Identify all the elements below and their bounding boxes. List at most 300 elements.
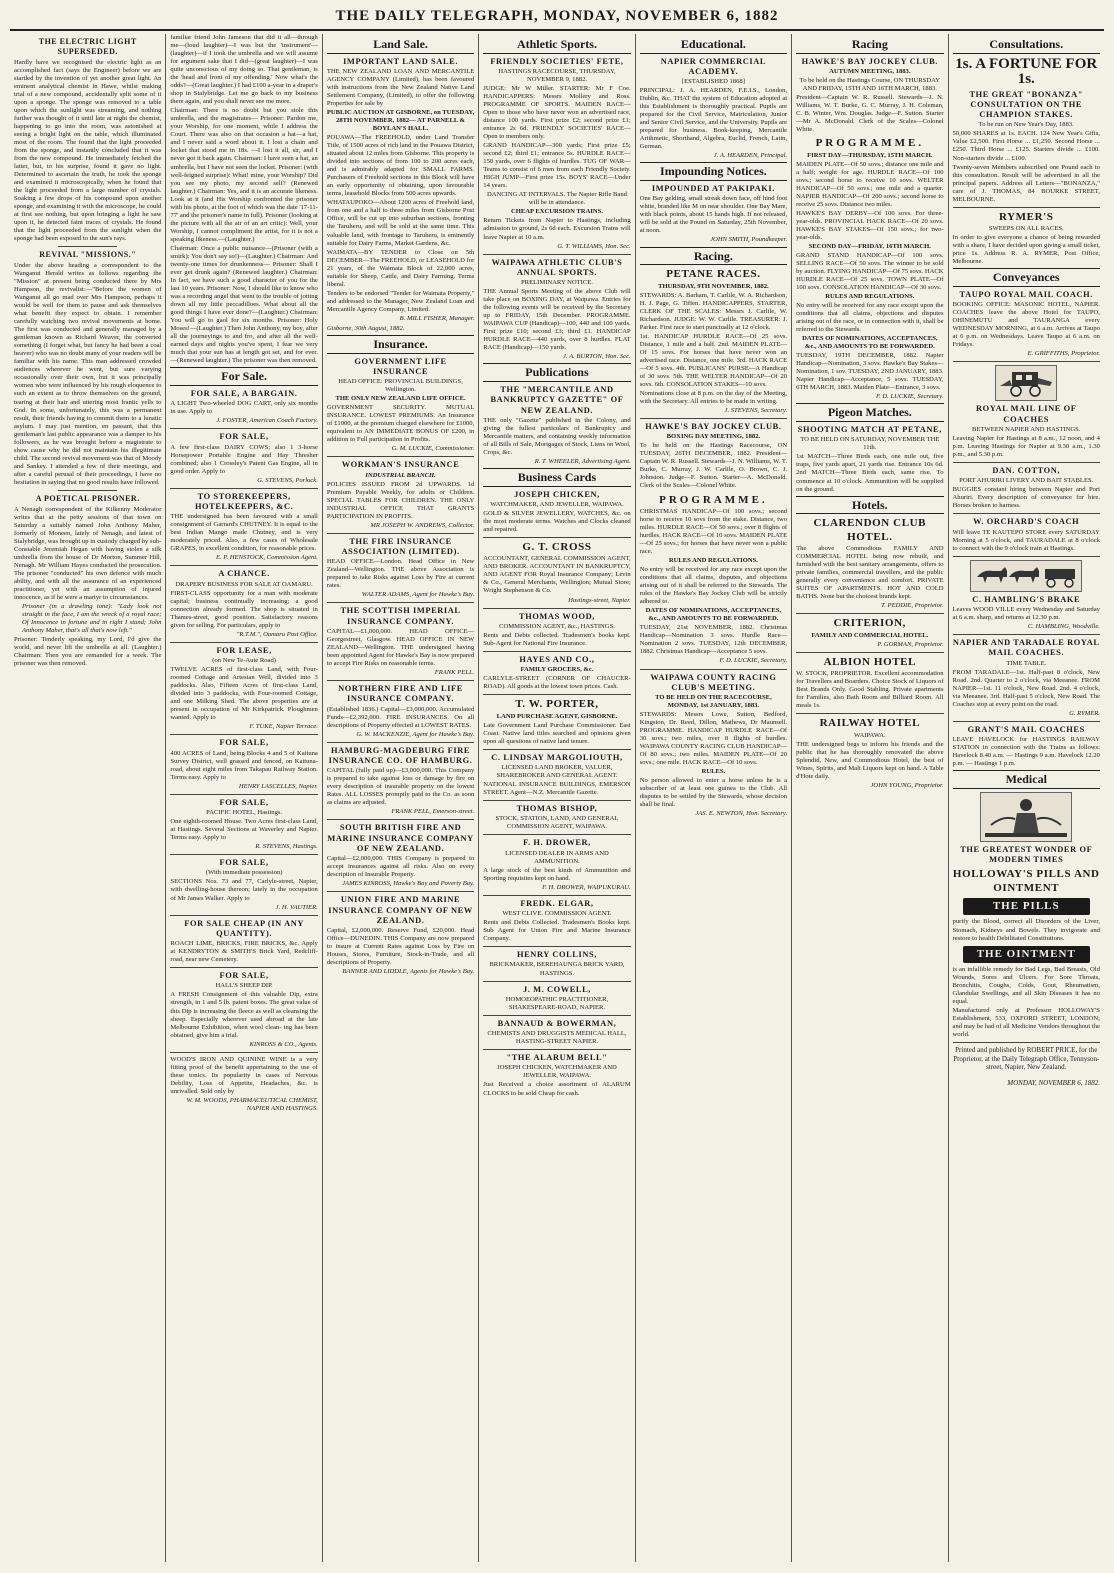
ad-title: ROYAL MAIL LINE OF COACHES [975,404,1077,424]
ad-title: FOR SALE, [219,797,269,807]
ad-signature: W. M. WOODS, PHARMACEUTICAL CHEMIST, NAPIER AND HASTINGS. [186,1096,318,1112]
ad-subtitle: AUTUMN MEETING, 1883. [829,67,911,75]
ad-subtitle: WATCHMAKER, AND JEWELLER, WAIPAWA. [490,500,624,508]
article-body: Prisoner: Tenderly speaking, my Lord, I'd give the world, and never lift the umbrella at all. (Laughter.) Chairman: Then you are remanded for a week. The prisoner was then removed. [14,636,162,668]
divider [327,891,474,892]
ad-body: WAIMATA—BY TENDER to Close on 5th DECEMBER—The FREEHOLD, or LEASEHOLD for 21 years, of the Waimata Block of 22,000 acres, suitable for Sheep, Cattle, and Dairy Farming. Terms liberal. [326,248,475,288]
divider [327,602,474,603]
ad-title: WORKMAN'S INSURANCE [341,460,460,470]
ad-signature: J. A. BURTON, Hon. Sec. [562,353,631,361]
ad-title: GOVERNMENT LIFE INSURANCE [354,356,447,376]
ad-title: C. LINDSAY MARGOLIOUTH, [491,752,623,762]
ad-body: Twenty-seven Members subscribed one Pound each to this consultation. Result will be advertised in all the principal papers. Address all Letters—"BONANZA," care of J. THOMAS, 84 BOURKE STREET, MELBOURNE. [952,163,1100,203]
ad-subtitle: BOXING DAY MEETING, 1882. [666,433,761,441]
ad-title: C. HAMBLING'S BRAKE [972,594,1081,604]
ad-body: Nominations close at 8 p.m. on the day of the Meeting, with the Secretary. All entries to be made in writing. [639,389,788,405]
section-heading-pigeon-matches: Pigeon Matches. [796,403,943,422]
divider [483,254,630,255]
ad-title: HAYES AND CO., [519,654,595,664]
ad-signature: F. TUKE, Napier Terrace. [249,723,318,731]
ad-title: NAPIER COMMERCIAL ACADEMY. [660,56,767,76]
ad-body: FIRST-CLASS opportunity for a man with moderate capital; business continually increasing; a good connection already formed. The shop is situated in Thames-street, good position. Satisfactory reasons given for selling. For particulars, apply to [170,589,318,629]
ad-body: No entry will be received for any race except upon the conditions that all claims, objections and disputes arising out of the race, or in connection with it, shall be referred to the Stewards. [796,302,944,334]
ad-title: SOUTH BRITISH FIRE AND MARINE INSURANCE COMPANY OF NEW ZEALAND. [327,823,474,853]
ad-body: 400 ACRES of Land, being Blocks 4 and 5 of Kaituna Survey District, well grassed and fenced, on Kaituna-road, about eight miles from Takapau Railway Station. Terms easy. Apply to [170,749,318,781]
ad-title: FRIENDLY SOCIETIES' FETE, [490,56,624,66]
ad-title: THE FIRE INSURANCE ASSOCIATION (LIMITED). [341,536,460,556]
ad-subtitle: RULES AND REGULATIONS. [825,293,915,301]
ad-title: FREDK. ELGAR, [520,898,594,908]
section-heading-conveyances: Conveyances [953,268,1100,287]
ad-body: GRAND STAND HANDICAP—Of 100 sovs. SELLING RACE—Of 50 sovs. The winner to be sold by auction. FLYING HANDICAP—Of 75 sovs. HACK HURDLE RACE—Of 25 sovs. TOWN PLATE—Of 100 sovs. CONSOLATION HANDICAP—Of 30 sovs. [796,251,944,292]
ad-body: ACCOUNTANT, GENERAL COMMISSION AGENT, AND BROKER. ACCOUNTANT IN BANKRUPTCY, AND AGENT FOR Royal Insurance Company; Levin & Co., General Merchants, Wellington; Mutual Store; Wright Stephenson & Co. [483,555,631,595]
ad-title: THE GREATEST WONDER OF MODERN TIMES [960,844,1093,864]
divider [796,713,943,714]
divider [483,946,630,947]
section-heading-athletic-sports: Athletic Sports. [483,36,630,54]
ad-title: BANNAUD & BOWERMAN, [497,1018,617,1028]
divider [640,418,787,419]
ad-body: HEAD OFFICE—London. Head Office in New Zealand—Wellington. THE above Association is prepared to take Risks against Loss by Fire at current rates. [326,558,475,590]
ad-body: LEAVE HAVELOCK for HASTINGS RAILWAY STATION in connection with the Trains as follows: Havelock 8.40 a.m. — Hastings 9 a.m. Havelock 12.20 p.m. — Hastings 1 p.m. [952,736,1100,768]
ad-subtitle: COMMISSION AGENT, &c., HASTINGS. [499,622,615,630]
ad-body: Leaving Napier for Hastings at 8 a.m., 12 noon, and 4 p.m. Leaving Hastings for Napier at 9.30 a.m., 1.30 p.m., and 5.30 p.m. [952,434,1100,458]
ad-subtitle: PORT AHURIRI LIVERY AND BAIT STABLES. [959,477,1094,485]
ad-title: DAN. COTTON, [992,465,1061,475]
ad-signature: BANNER AND LIDDLE, Agents for Hawke's Bay. [342,968,475,976]
ad-body: CAPITAL—£1,000,000. HEAD OFFICE—Georgestreet, Glasgow. HEAD OFFICE IN NEW ZEALAND—Wellington. THE undersigned having been appointed Agent for Hawke's Bay is now prepared to accept Fire Risks on reasonable terms. [326,627,475,668]
ad-subtitle: STOCK, STATION, LAND, AND GENERAL COMMISSION AGENT, WAIPAWA. [495,815,619,831]
ad-title: TAUPO ROYAL MAIL COACH. [959,289,1093,299]
ad-body: 1st MATCH—Three Birds each, one mile out, five traps, five yards apart, 21 yards rise. Entrance 10s 6d. 2nd MATCH—Three Birds each, same rise. To commence at 10 o'clock. Ammunition will be supplied on the ground. [796,453,944,493]
ad-subtitle: DATES OF NOMINATIONS, ACCEPTANCES, &c., AND AMOUNTS TO BE FORWARDED. [802,335,938,351]
section-heading-hotels: Hotels. [796,496,943,515]
ad-title: WAIPAWA COUNTY RACING CLUB'S MEETING. [650,672,777,692]
column-4 [479,34,635,1562]
ad-signature: E. P. HENSTOCK, Commission Agent. [215,554,318,562]
ad-title: FOR SALE, [219,738,269,748]
ad-subtitle: THE ONLY NEW ZEALAND LIFE OFFICE. [335,395,466,403]
divider [483,537,630,538]
ad-body: WOOD'S IRON AND QUININE WINE is a very fitting proof of the benefit appertaining to the use of these tonics. Its popularity in cases of Nervous Debility, Loss of Appetite, Headaches, &c. is unrivalled. Sold only by [170,1055,318,1095]
ad-body: THE undersigned has been favoured with a small consignment of Garrard's CHUTNEY. It is equal to the best Indian Mango made Chutney, and is very moderately priced. Also, a few cases of Wholesale GRAPES, in excellent condition, for reasonable prices. [170,513,318,553]
divider [170,565,317,566]
ad-subtitle: PRELIMINARY NOTICE. [521,279,593,287]
ad-body: SECTIONS Nos. 73 and 77, Carlyle-street, Napier, with dwelling-house thereon; lately in the occupation of Mr James Walker. Apply to [170,878,318,902]
printer-imprint: Printed and published by ROBERT PRICE, for the Proprietor, at the Daily Telegraph Office, Tennyson-street, Napier, New Zealand. [953,1046,1100,1072]
ad-title: PETANE RACES. [666,268,761,281]
ad-title: NAPIER AND TARADALE ROYAL MAIL COACHES. [952,638,1100,658]
divider [327,456,474,457]
ad-body: A LIGHT Two-wheeled DOG CART, only six months in use. Apply to [170,400,318,416]
ad-signature: R. T. WHEELER, Advertising Agent. [534,457,631,465]
divider [796,652,943,653]
ad-title: T. W. PORTER, [515,698,599,711]
divider [170,915,317,916]
ad-body: A few first-class DAIRY COWS; also 1 3-horse Horsepower Portable Engine and Hay Thresher combined; also 1 Crossley's Patent Gas Engine, all in good order. Apply to [170,443,318,475]
ad-subtitle: PACIFIC HOTEL, Hastings. [206,809,283,816]
ad-signature: J. A. HEARDEN, Principal. [713,152,788,160]
ad-body: Return Tickets from Napier to Hastings, including admission to ground, 2s 6d each. Excursion Trains will leave Napier at 10 a.m. [483,217,631,241]
ad-title: W. ORCHARD'S COACH [973,517,1080,527]
ad-body: Will leave TE KAUTEPO STORE every SATURDAY Morning at 5 o'clock, and TAURADALE at 8 o'clock to connect with the 9 o'clock train at Hastings. [952,528,1100,552]
ad-signature: WALTER ADAMS, Agent for Hawke's Bay. [361,591,475,599]
ad-signature: G. T. WILLIAMS, Hon. Sec. [557,242,631,250]
article-verse: Prisoner (in a drawling tone): "Lady look not straight in the face, I am the wreck of a royal race; Of Innocence in fortune and in right I stand; John Anthony Maher, that's all that's now left." [22,602,162,635]
divider [483,694,630,695]
ad-subtitle: THURSDAY, 9TH NOVEMBER, 1882. [658,282,769,290]
divider [58,246,117,247]
ad-title: THOMAS WOOD, [519,611,595,621]
divider [953,207,1100,208]
ad-body: POLICIES ISSUED FROM 2d UPWARDS. 1d Premium Payable Weekly, for adults or Children. SPECIAL TABLES FOR CHILDREN. THE ONLY INDUSTRIAL OFFICE THAT GRANTS PARTICIPATION IN PROFITS. [326,480,475,520]
ad-subtitle: CHEMISTS AND DRUGGISTS MEDICAL HALL, HASTING-STREET NAPIER. [487,1030,627,1046]
divider [170,854,317,855]
divider [953,721,1100,722]
ad-body: Manufactured only at Professor HOLLOWAY'S Establishment, 533, OXFORD STREET, LONDON; and may be had of all Medicine Vendors throughout the world. [952,1007,1100,1039]
ad-body: 50,000 SHARES at 1s. EACH. 124 New Year's Gifts, Value £2,500. First Horse ... £1,250. Second Horse ... £250. Third Horse ... £125. Starters divide ... £100. Non-starters divide ... £100. [952,130,1100,162]
article-title: REVIVAL "MISSIONS." [39,250,137,260]
column-2 [166,34,322,1562]
ad-signature: E. GRIFFITHS, Proprietor. [1027,350,1100,358]
ad-subtitle: DRAPERY BUSINESS FOR SALE AT OAMARU. [175,580,313,588]
ad-body: GOVERNMENT SECURITY. MUTUAL INSURANCE. LOWEST PREMIUMS. An Insurance of £1000, at the premium charged elsewhere for £1000, equivalent to AN IMMEDIATE BONUS OF £200, in addition to Full participation in Profits. [326,404,475,444]
ad-body: No entry will be received for any race except upon the conditions that all claims, disputes, and objections arising out of it shall be referred to the Stewards. The rules of the Hawke's Bay Jockey Club will be strictly adhered to. [639,566,788,606]
programme-heading: PROGRAMME. [659,493,768,506]
ad-body: One Bay gelding, small streak down face, off hind foot white, branded like M on near shoulder. One Bay Mare, with black points, about 15 hands high. If not released, will be sold at the Pound on Saturday, 25th November, at noon. [639,195,788,235]
ad-signature: JAS. E. NEWTON, Hon. Secretary. [695,810,788,818]
ad-body: STEWARDS: Messrs Lowe, Sutton, Bedford, Kingston, Dr. Reed, Dillon, Mathews, Dr Maunsell. PROGRAMME. HANDICAP HURDLE RACE—Of 30 sovs.; two miles, over 8 flights of hurdles. WAIPAWA COUNTY RACING CLUB HANDICAP—Of 80 sovs.; two miles. MAIDEN PLATE—Of 20 sovs.; one mile. HACK RACE—Of 10 sovs. [639,711,788,767]
ad-body: (Established 1836.) Capital—£3,000,000. Accumulated Funds—£2,392,000. FIRE INSURANCES. On all descriptions of Property effected at LOWEST RATES. [326,705,475,729]
ad-subtitle: FIRST DAY—THURSDAY, 15TH MARCH. [807,151,933,159]
article-body: familiar friend John Jameson that did it all—through me—(loud laughter)—I was but the 'instrument'—(laughter)—if I took the umbrella and we will assume for argument sake that I did—(great laughter)—I was quite unconscious of my doing so. That gentleman, is the 'head and front of my offending.' Now what's the odds?—(Great laughter.) I had £100 a-year in a draper's shop in Stalybridge. Let me go back to my business there again, and you shall never see me more. [170,34,318,106]
ad-title: THE "MERCANTILE AND BANKRUPTCY GAZETTE" OF NEW ZEALAND. [490,385,624,415]
article-title: A POETICAL PRISONER. [35,493,140,503]
ad-signature: MR JOSEPH W. ANDREWS, Collector. [370,521,475,529]
programme-heading: PROGRAMME. [815,137,925,150]
ad-title: "THE ALARUM BELL" [506,1053,608,1063]
ad-title: CRITERION, [833,617,906,630]
divider [483,651,630,652]
divider [953,361,1100,362]
ad-body: Leaves WOOD VILLE every Wednesday and Saturday at 6 a.m. sharp, and returns at 12.30 p.m. [952,605,1100,621]
ad-title: THOMAS BISHOP, [516,804,598,814]
ad-body: FROM TARADALE—1st. Half-past 8 o'clock, New Road. 2nd. Quarter to 2 o'clock, via Meeanee. FROM NAPIER—1st. 11 o'clock, New Road. 2nd. 4 o'clock, via Meeanee. 3rd. Half-past 5 o'clock, New Road. The Coaches stop at every point on the road. [952,668,1100,708]
article-body: Under the above heading a correspondent to the Wanganui Herald writes as follows regarding the "Mission" at present being conducted there by Mrs Hampson, the revivalist:—"Before the women of Wanganui all go mad over Mrs Hampson, perhaps it would be well for them to pause and ask themselves what benefit they expect to obtain. I remember carefully watching two revival movements at home. The first was conducted and generally managed by a gentleman known as Richard Weaver, the converted something (I forget what, but fancy he had been a coal heaver) who was no doubt many of your readers will be familiar with his name. This man addressed crowded audiences wherever he went, but sure varying occasionally over their own, but it was principally women who were influenced by his rough eloquence to such an extent as to throw themselves on the ground, tearing at their hair and uttering most frantic yells to God. In some, unfortunately, this was a permanent result, their friends having to commit them to a lunatic asylum. I may just mention, en passant, that this gentleman's last public appearance was a damper to his followers, as he was brought before a magistrate to show cause why he did not maintain his illegitimate child. The second revival movement was that of Moody and Sankey. I attended a few of their meetings, and after a careful perusal of their proceedings, I have no hesitation in saying that no good results have followed. [14,261,162,486]
column-5 [636,34,792,1562]
divider [483,608,630,609]
ad-body: TUESDAY, 19TH DECEMBER, 1882. Napier Handicap—Nomination, 3 sovs. Hawke's Bay Stakes—Nomination, 1 sov. TUESDAY, 2ND JANUARY, 1883. Napier Handicap—Acceptance, 5 sovs. TUESDAY, 6TH MARCH, 1883. Maiden Plate—Entrance, 3 sovs. [796,352,944,392]
ad-body: Capital, £2,000,000. Reserve Fund, £20,000. Head Office—DUNEDIN. THIS Company are now prepared to insure at Current Rates against Loss by Fire on Houses, Stores, Furniture, Stock-in-Trade, and all descriptions of Property. [326,927,475,967]
ad-signature: Hastings-street, Napier. [568,596,631,604]
divider [483,800,630,801]
ad-body: POUAWA—The FREEHOLD, under Land Transfer Title, of 1500 acres of rich land in the Pouawa District, situated about 12 miles from Gisborne. This property is divided into sections of from 100 to 200 acres each, and is admirably adapted for SMALL FARMS. Purchasers of Freehold sections in this Block will have an early opportunity of obtaining, upon favourable terms, leasehold Blocks from 500 acres upwards. [326,134,475,198]
section-heading-racing: Racing [796,36,943,54]
ad-title: HAWKE'S BAY JOCKEY CLUB. [801,56,938,66]
ad-subtitle: LAND PURCHASE AGENT, GISBORNE. [496,712,618,720]
ad-date: Gisborne, 30th August, 1882. [326,324,405,332]
ad-title: WAIPAWA ATHLETIC CLUB'S ANNUAL SPORTS. [491,257,623,277]
divider [953,634,1100,635]
divider [796,613,943,614]
ad-signature: JAMES KINROSS, Hawke's Bay and Poverty Bay. [342,880,475,888]
ad-body: MAIDEN PLATE—Of 50 sovs.; distance one mile and a half; weight for age. HURDLE RACE—Of 100 sovs.; second horse to receive 10 sovs. WELTER HANDICAP—Of 50 sovs.; one mile and a quarter. NAPIER HANDICAP—Of 200 sovs.; second horse to receive 25 sovs. Distance two miles. [796,160,944,208]
divider [483,981,630,982]
ad-signature: JOHN YOUNG, Proprietor. [870,781,944,789]
ad-body: ROACH LIME, BRICKS, FIRE BRICKS, &c. Apply at KENDRYTON & SMITH'S Brick Yard, Redcliff-road, near new Cemetery. [170,940,318,964]
ad-signature: "R.T.M.", Oamaru Post Office. [236,630,318,638]
ad-subtitle: FAMILY AND COMMERCIAL HOTEL. [811,631,929,639]
ad-subtitle: TIME TABLE. [1006,659,1047,667]
ad-title: ALBION HOTEL [823,655,917,668]
section-heading-for-sale: For Sale. [170,367,317,386]
ad-body: 1st. HANDICAP HURDLE RACE—Of 25 sovs. Distance, 1 mile and a half. 2nd. MAIDEN PLATE—Of 15 sovs. For horses that have never won an advertised race. Distance, one mile. 3rd. HACK RACE—Of 5 sovs. 4th. PUBLICANS' PURSE—A Handicap of 30 sovs. 5th. THE WELTER HANDICAP—Of 20 sovs. 6th. CONSOLATION STAKES—10 sovs. [639,332,788,388]
article-body: Chairman: There is no doubt but you stole this umbrella, and the magistrates— Prisoner: Pardon me, your Worship, for one moment, while I address the Court. There was also on that occasion a hat—a hat, and I never said a word about it. I lost a chain and locket that stood me in 18s. —I lost it all, sir, and I never got it back again. Chairman: I have seen a hat, an umbrella, but I have not seen the locket. Prisoner: (with well-feigned surprise): What! mine, your Worship? Did you see my photo, my second self? (Renewed laughter.) Chairman: Yes, and it is an accurate likeness. Look at it (and His Worship confronted the prisoner with his photo, at the foot of which was the date '17-11-77' and the prisoner's name in full). Prisoner (looking at the picture with all the air of an art critic): Well, your Worship, I cannot compliment the artist, for it is not a speaking likeness.—(Laughter.) [170,107,318,243]
ad-subtitle: HEAD OFFICE: PROVINCIAL BUILDINGS, Wellington. [338,378,463,394]
ad-body: PRINCIPAL: J. A. HEARDEN, F.E.I.S., London, Dublin, &c. THAT the system of Education adopted at this Establishment is thoroughly practical. Pupils are prepared for the Civil Service, Matriculation, Junior and Senior Civil Service, and the University. Pupils are prepared for business. Book-keeping, Mercantile Arithmetic, Shorthand, Algebra, Euclid, French, Latin, German. [639,87,788,151]
ad-body: President—Captain W. R. Russell. Stewards—J. N. Williams, W. T. Burke, G. C. Murray, J. H. Coleman, C. B. Winter, Wm. Douglas. Judge—F. Sutton. Starter—Mr A. McDonald. Clerk of the Scales—Colonel White. [796,93,944,134]
ad-title: J. M. COWELL, [522,984,591,994]
ad-title: RAILWAY HOTEL [819,717,921,730]
ad-body: BUGGIES constant hiring between Napier and Port Ahuriri. Every description of conveyance for hire. Horses broken to harness. [952,486,1100,510]
ad-title: RYMER'S [998,210,1054,223]
ad-subtitle: DATES OF NOMINATIONS, ACCEPTANCES, &c., AND AMOUNTS TO BE FORWARDED. [645,607,782,623]
ad-subtitle: (on New Te-Aute Road) [212,657,276,665]
ad-body: purify the Blood, correct all Disorders of the Liver, Stomach, Kidneys and Bowels. They invigorate and restore to health Debilitated Constitutions. [952,918,1100,942]
article-title: THE ELECTRIC LIGHT SUPERSEDED. [38,37,137,56]
ad-subtitle: HALL'S SHEEP DIP. [215,982,273,990]
ad-signature: J. H. VAUTIER. [275,903,318,911]
ad-title: SHOOTING MATCH AT PETANE, [797,425,942,435]
divider [327,742,474,743]
section-heading-business-cards: Business Cards [483,468,630,487]
ad-body: One eighth-roomed House. Two Acres first-class Land, at Hastings. Several Sections at Waverley and Napier. Terms easy. Apply to [170,818,318,842]
ad-body: Tenders to be endorsed "Tender for Waimata Property," and addressed to the Manager, New Zealand Loan and Mercantile Agency Company, Limited. [326,289,475,313]
divider [483,749,630,750]
ad-subtitle: DANCING AT INTERVALS. The Napier Rifle Band will be in attendance. [487,191,627,207]
ointment-banner: THE OINTMENT [963,946,1090,963]
ad-title: FOR LEASE, [216,645,272,655]
ad-signature: R. STEVENS, Hastings. [255,843,318,851]
coach-icon [998,368,1054,398]
ad-title: FOR SALE, A BARGAIN. [190,388,298,398]
ad-subtitle: WEST CLIVE. COMMISSION AGENT. [502,910,612,918]
ad-subtitle: INDUSTRIAL BRANCH. [365,471,436,479]
ad-title: HAWKE'S BAY JOCKEY CLUB. [645,422,782,432]
section-heading-consultations: Consultations. [953,36,1100,54]
ad-subtitle: HASTINGS RACECOURSE, THURSDAY, NOVEMBER 9, 1882. [498,67,616,83]
ad-title: A CHANCE. [218,569,270,579]
divider [953,1042,1100,1043]
divider [327,533,474,534]
ad-body: WHATAUPOKO—About 1200 acres of Freehold land, from one and a half to three miles from Gisborne Post Office, will be cut up into suburban sections, fronting the Taruheru, and will be sold at the same time. This valuable land, with frontage to Taruheru, is eminently suitable for Dairy Farms, Market Gardens, &c. [326,199,475,247]
ad-subtitle: WAIPAWA. [853,731,886,739]
ad-body: TUESDAY, 21st NOVEMBER, 1882. Christmas Handicap—Nomination 3 sovs. Hurdle Race—Nomination 2 sovs. TUESDAY, 12th DECEMBER, 1882. Christmas Handicap—Acceptance 5 sovs. [639,624,788,656]
ad-title: HOLLOWAY'S PILLS AND OINTMENT [952,868,1100,894]
section-heading-educational: Educational. [640,36,787,54]
article-body: Chairman: Once a public nuisance—(Prisoner (with a smirk): You don't say so!)—(Laughter.) Chairman: And twenty-one times for drunkenness— Prisoner: Shall I ever get drunk again? (Renewed laughter.) Chairman: In fact, we have such a good character of you for the last 10 years. Prisoner: Now, I should like to know who was a recording angel that went to the trouble of jotting down all my little peccadilloes. What about all the good things I have ever done?—(Laughter.) Chairman: You will go to gaol for six months. Prisoner: Holy Moses!—(Laughter.) Then John Anthony, my boy, after all the journeyings to and fro, and after all the well-earned days and nights you've spent, I fear we very much that your sun has at length got set, and for ever.—(Renewed laughter.) The prisoner was then removed. [170,244,318,365]
ad-body: CARLYLE-STREET (CORNER OF CHAUCER-ROAD). All goods at the lowest town prices. Cash. [483,675,631,691]
divider [170,794,317,795]
ad-subtitle: JOSEPH CHICKEN, WATCHMAKER AND JEWELLER, WAIPAWA. [497,1064,617,1080]
ad-signature: B. MILL FISHER, Manager. [399,314,475,322]
ad-body: A FRESH Consignment of this valuable Dip, extra strength, in 1 and 5 lb. patent boxes. The great value of this Dip is increasing the fleece as well as cleansing the sheep. Especially wherever used abroad at the late Melbourne Exhibition, when wool clean- ing has been obtained, give him a trial. [170,991,318,1039]
divider [483,834,630,835]
ad-signature: F. H. DROWER, WAIPUKURAU. [542,883,631,891]
ad-signature: J. FOSTER, American Coach Factory. [216,417,318,425]
ad-subtitle: RULES AND REGULATIONS. [668,557,758,565]
ad-body: To be held on the Hastings Racecourse, ON TUESDAY, 26TH DECEMBER, 1882. President—Captain W. R. Russell. Stewards—J. N. Williams, W. T. Burke, C. Murray, J. W. Carlile, O. Brown, C. J. Johnston. Judge—F. Sutton. Starter—A. McDonald. Clerk of the Scales—Colonel White. [639,442,788,490]
ad-title: NORTHERN FIRE AND LIFE INSURANCE COMPANY. [338,684,463,704]
ad-subtitle: HOMOEOPATHIC PRACTITIONER, SHAKESPEARE-ROAD, NAPIER. [505,995,609,1011]
ad-body: Just Received a choice assortment of ALARUM CLOCKS to be sold Cheap for cash. [483,1081,631,1097]
ad-subtitle: FAMILY GROCERS, &c. [520,666,594,674]
ad-body: In order to give everyone a chance of being rewarded with a share, I have decided upon giving a small ticket, price 1s. Address R. A. RYMER, Post Office, Melbourne. [952,234,1100,266]
ad-body: GRAND HANDICAP—300 yards; First prize £5; second £2; third £1; entrance 5s. HURDLE RACE—150 yards, over 6 flights of hurdles. TUG OF WAR—Teams to consist of 6 men from each Friendly Society. HIGH JUMP—First prize 15s. BOYS' RACE—Under 14 years. [483,142,631,190]
ad-body: Rents and Debts Collected. Tradesmen's Books kept. Sub Agent for Union Fire and Marine Insurance Company. [483,919,631,943]
ad-body: THE undersigned begs to inform his friends and the public that he has thoroughly renovated the above Splendid, New, and Commodious Hotel, the best of Wines, Spirits, and Malt Liquors kept on hand. A Table d'Hote daily. [796,740,944,780]
ad-title: FOR SALE, [219,432,269,442]
ad-signature: FRANK PELL. [434,669,475,677]
ad-title: THE SCOTTISH IMPERIAL INSURANCE COMPANY. [340,606,461,626]
ad-signature: G. RYMER. [1069,709,1100,717]
ad-subtitle: PUBLIC AUCTION AT GISBORNE, on TUESDAY, 28TH NOVEMBER, 1882— AT PARNELL & BOYLAN'S HALL. [326,109,475,133]
ad-subtitle: SWEEPS ON ALL RACES. [988,225,1064,233]
ad-title: FOR SALE, [219,858,269,868]
section-heading-publications: Publications [483,363,630,382]
ad-body: HAWKE'S BAY DERBY—Of 100 sovs. For three-year-olds. PROVINCIAL HACK RACE—Of 20 sovs. HAWKE'S BAY STAKES—Of 150 sovs.; for two-year-olds. [796,209,944,241]
divider [327,819,474,820]
ad-subtitle: CHEAP EXCURSION TRAINS. [510,208,603,216]
ad-subtitle: TO BE HELD ON THE RACECOURSE, MONDAY, 1st JANUARY, 1883. [655,694,772,710]
coach-illustration [995,365,1057,401]
ad-title: JOSEPH CHICKEN, [514,489,600,499]
holloway-illustration [980,792,1072,842]
article-body: A Nenagh correspondent of the Kilkenny Moderator writes that at the petty sessions of that town on Saturday a suitably named John Anthony Maher, formerly of Moneen, lately of Nenagh, and latest of Stalybridge, was brought up in custody charged by sub-Constable Jeremiah Hegan with having stolen a silk umbrella from the house of Dr Morton, Summer Hill, Nenagh. Mr William Hayes conducted the prosecution. The prisoner "conducted" his own defence with much ability, and with all the assurance of an experienced practitioner, yet with an assumption of injured innocence, as if he were a martyr to circumstances. [14,505,162,601]
ad-body: A large stock of the best kinds of Ammunition and Sporting requisites kept on hand. [483,866,631,882]
ad-title: FOR SALE CHEAP (IN ANY QUANTITY). [184,918,305,938]
column-6 [792,34,948,1562]
column-7 [949,34,1104,1562]
divider [640,669,787,670]
ad-body: TWELVE ACRES of first-class Land, with Four-roomed Cottage and Artesian Well, divided into 3 paddocks. Also, Fifteen Acres of first-class Land, divided into 3 paddocks, with Four-roomed Cottage, and one Milking Shed. The above properties are at present in occupation of Mr Kirkpatrick. Ploughmen wanted. Apply to [170,666,318,722]
ad-signature: G. STEVENS, Porlock. [257,476,318,484]
ad-subtitle: [ESTABLISHED 1868] [681,78,745,86]
article-body: Hardly have we recognised the electric light as an accomplished fact (says the Engineer) before we are startled by the invention of yet another great light. An eminent analytical chemist in Hawe, whilst making trial of a new compound, accidentally split some of it upon a sponge. The sponge was removed to a table upon which the sunlight was streaming, and nothing further was thought of it until late at night the chemist, happening to go into the room, was astonished at seeing a bright light on the table, which illuminated most of the room. The found that the light proceeded from the sponge, and instantly concluded that it was from the new compound. He immediately fetched the latter, but, to his surprise, found it gave no light. Determined to ascertain the truth, he took the sponge and examined it microscopically, when he found that the light proceeded from a large number of crystals. Soaking a few drops of his compound upon another sponge, and examining it with the microscope, he could at first see nothing, but upon bringing a light he saw upon it, he detected faint traces of crystals. He found that the light proceeded from the sunlight when the sponge had been exposed to the sun's rays. [14,58,162,243]
divider [483,895,630,896]
divider [327,680,474,681]
ad-signature: KINROSS & CO., Agents. [249,1040,318,1048]
ad-body: THE only "Gazette" published in the Colony, and giving the fullest particulars of Bankruptcy and Mercantile matters, and containing weekly information of all Bills of Sale, Mortgages of Stock, Liens on Wool, Crops, &c. [483,416,631,456]
horse-brake-icon [973,563,1079,589]
ad-title: G. T. CROSS [522,540,592,553]
ad-title: TO STOREKEEPERS, HOTELKEEPERS, &C. [194,491,294,511]
ad-subtitle: BRICKMAKER, BEREHAUNGA BRICK YARD, HASTINGS. [489,961,625,977]
ad-subtitle: SECOND DAY—FRIDAY, 16TH MARCH. [808,242,931,250]
ad-signature: J. STEVENS, Secretary. [724,407,788,414]
brake-illustration [970,560,1082,592]
divider [953,462,1100,463]
ad-body: W. STOCK, PROPRIETOR. Excellent accommodation for Travellers and Boarders. Choice Stock of Liquors of Best Brands Only. Good Stabling. Private apartments for Families, also Bath Room and Billiard Room. All meals 1s. [796,670,944,710]
ad-title: HENRY COLLINS, [517,950,597,960]
ad-signature: C. HAMBLING, Woodville. [1027,623,1100,630]
ad-signature: HENRY LASCELLES, Napier. [238,782,318,790]
ad-signature: G. W. MACKENZIE, Agent for Hawke's Bay. [356,730,475,738]
ad-body: CAPITAL (fully paid up)—£3,000,000. This Company is prepared to take against loss or damage by fire on every description of insurable property on the lowest Rates. ALL LOSSES promptly paid to the Co. as soon as claims are adjusted. [326,767,475,807]
column-3 [323,34,479,1562]
ad-body: Late Government Land Purchase Commissioner. East Coast. Native land titles searched and opinions given upon all questions of native land tenure. [483,721,631,745]
ad-subtitle: To be run on New Year's Day, 1883. [978,121,1074,129]
ad-body: is an infallible remedy for Bad Legs, Bad Breasts, Old Wounds, Sores and Ulcers. For Sore Throats, Bronchitis, Coughs, Colds, Gout, Rheumatism, Glandular Swellings, and all Skin Diseases it has no equal. [952,965,1100,1006]
column-1 [10,34,166,1562]
ad-body: BOOKING OFFICE: MASONIC HOTEL, NAPIER. COACHES leave the above Hotel for TAUPO, OHINEMUTU and TAURANGA every WEDNESDAY MORNING, at 6 a.m. Arrives at Taupo at 6 p.m. on Wednesdays. Leave Taupo at 6 a.m. on Fridays. [952,301,1100,349]
divider [170,734,317,735]
section-heading-land-sale: Land Sale. [327,36,474,54]
ad-subtitle: To be held on the Hastings Course, ON THURSDAY AND FRIDAY, 15TH AND 16TH MARCH, 1883. [799,76,941,92]
ad-body: THE Annual Sports Meeting of the above Club will take place on BOXING DAY, at Waipawa. Entries for the following events will be received by the Secretary up to FRIDAY, 15th December. PROGRAMME. WAIPAWA CUP (Handicap)—100, 440 and 100 yards. First prize £10; second £3; third £1. HANDICAP HURDLE RACE—440 yards, over 8 hurdles. FLAT RACE (Handicap)—150 yards. [483,288,631,352]
ad-body: STEWARDS: A. Barham, T. Carlile, W. A. Richardson, H. J. Page, G. Tiffen. HANDICAPPERS, STARTER, CLERK OF THE SCALES: Messrs J. Carlile, W. Richardson. JUDGE: W. W. Carlile. TREASURER: J. Parker. First race to start punctually at 12 o'clock. [639,291,788,331]
ad-subtitle: LICENSED DEALER IN ARMS AND AMMUNITION. [505,849,609,865]
allegorical-figure-icon [983,795,1069,839]
ad-subtitle: RULES. [701,768,726,776]
divider [58,490,117,491]
divider [170,642,317,643]
divider [483,1015,630,1016]
ad-body: THE NEW ZEALAND LOAN AND MERCANTILE AGENCY COMPANY (Limited), has been favoured with instructions from the New Zealand Native Land Settlement Company, (Limited), to offer the following Properties for sale by [326,67,475,107]
divider [953,556,1100,557]
section-heading-medical: Medical [953,770,1100,789]
ad-title: IMPORTANT LAND SALE. [343,56,459,66]
ad-title: GRANT'S MAIL COACHES [967,724,1085,734]
ad-signature: G. M. LUCKIE, Commissioner. [391,445,475,453]
section-heading-insurance: Insurance. [327,335,474,354]
ad-subtitle: LICENSED LAND BROKER, VALUER, SHAREBROKER AND GENERAL AGENT. [496,764,618,780]
divider [170,967,317,968]
ad-subtitle: BETWEEN NAPIER AND HASTINGS. [972,425,1081,433]
ad-signature: F. D. LUCKIE, Secretary. [875,393,944,401]
ad-signature: F. D. LUCKIE, Secretary. [719,657,788,665]
ad-title: CLARENDON CLUB HOTEL. [813,517,927,543]
ad-subtitle: (With immediate possession) [205,869,283,877]
ad-title: UNION FIRE AND MARINE INSURANCE COMPANY OF NEW ZEALAND. [328,895,473,925]
divider [953,513,1100,514]
ad-signature: FRANK PELL, Emerson-street. [391,808,475,816]
masthead: THE DAILY TELEGRAPH, MONDAY, NOVEMBER 6, 1882 [10,8,1104,31]
ad-signature: P. GORMAN, Proprietor. [877,640,944,648]
ad-body: Rents and Debts collected. Tradesmen's books kept. Sub-Agent for National Fire Insurance. [483,631,631,647]
section-heading-impounding: Impounding Notices. [640,162,787,181]
divider [170,1052,317,1053]
ad-body: The above Commodious FAMILY AND COMMERCIAL HOTEL being now rebuilt, and furnished with the best sanitary arrangements, offers to private families, commercial travellers, and the public generally every convenience and comfort. PRIVATE SUITES OF APARTMENTS. HOT AND COLD BATHS. None but the choicest brands kept. [796,545,944,601]
section-heading-racing: Racing. [640,247,787,266]
ad-title: IMPOUNDED AT PAKIPAKI. [651,184,775,194]
divider [170,488,317,489]
ad-signature: JOHN SMITH, Poundkeeper. [710,236,788,244]
ad-title: THE GREAT "BONANZA" CONSULTATION ON THE CHAMPION STAKES. [969,89,1083,120]
ad-body: No person allowed to enter a horse unless he is a subscriber of at least one guinea to the Club. All disputes to be settled by the Stewards, whose decision shall be final. [639,777,788,809]
imprint-date: MONDAY, NOVEMBER 6, 1882. [1007,1078,1100,1087]
divider [483,1049,630,1050]
ad-signature: T. PEDDIE, Proprietor. [881,602,944,610]
ad-body: GOLD & SILVER JEWELLERY, WATCHES, &c. on the most moderate terms. Watches and Clocks cleaned and repaired. [483,509,631,533]
divider [170,428,317,429]
ad-body: NATIONAL INSURANCE BUILDINGS, EMERSON STREET. Agent—N.Z. Mercantile Gazette. [483,781,631,797]
columns [10,34,1104,1562]
ad-title: FOR SALE, [219,971,269,981]
fortune-headline: 1s. A FORTUNE FOR 1s. [955,55,1098,87]
ad-title: F. H. DROWER, [523,838,591,848]
pills-banner: THE PILLS [963,898,1090,915]
